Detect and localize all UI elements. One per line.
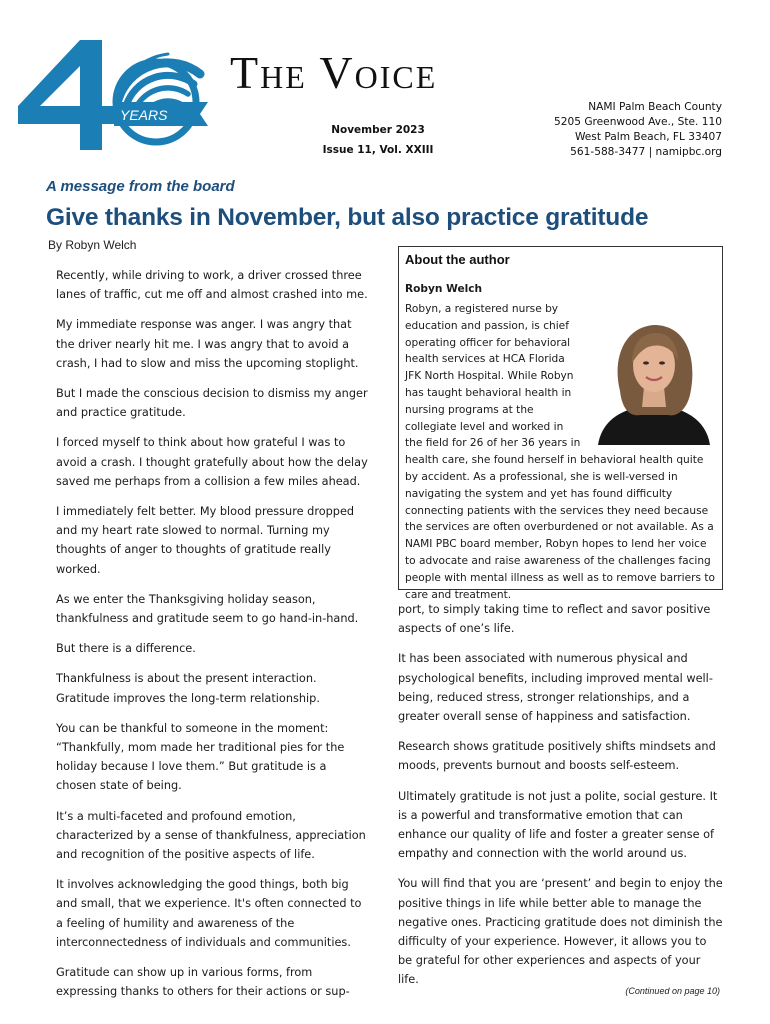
org-contact-block (554, 100, 722, 160)
org-name: NAMI Palm Beach County (588, 101, 722, 113)
section-label: A message from the board (46, 178, 235, 195)
issue-number: Issue 11, Vol. XXIII (322, 144, 434, 156)
paragraph: I forced myself to think about how grateful I was to avoid a crash. I thought gratefully about how the delay saved me perhaps from a collision a few miles ahead. (56, 436, 368, 488)
author-box-heading: About the author (405, 252, 510, 267)
nami-40-years-logo (18, 40, 218, 158)
paragraph: Gratitude can show up in various forms, from expressing thanks to others for their actions or sup- (56, 966, 350, 999)
about-the-author-box (398, 246, 723, 601)
article-headline: Give thanks in November, but also practice gratitude (46, 204, 649, 231)
continued-note: (Continued on page 10) (625, 986, 720, 996)
article-left-column (56, 266, 368, 1013)
paragraph: But I made the conscious decision to dismiss my anger and practice gratitude. (56, 387, 368, 420)
paragraph: You will find that you are ‘present’ and begin to enjoy the positive things in life while better able to manage the negative ones. Practicing gratitude does not diminish the difficulty of your experience. However, it allows you to be grateful for other experiences and aspects of your life. (398, 877, 723, 987)
author-bio: Robyn, a registered nurse by education and passion, is chief operating officer for behavioral health services at HCA Florida JFK North Hospital. While Robyn has taught behavioral health in nursing programs at the collegiate level and worked in the field for 26 of her 36 years in health care, she found herself in behavioral health quite by accident. As a professional, she is well-versed in navigating the system and yet has found difficulty connecting patients with the services they need because the services are often overburdened or not available. As a NAMI PBC board member, Robyn hopes to lend her voice to advocate and raise awareness of the challenges facing people with mental illness as well as to remove barriers to care and treatment. (405, 303, 715, 601)
paragraph: You can be thankful to someone in the moment: “Thankfully, mom made her traditional pies for the holiday because I love them.” But gratitude is a chosen state of being. (56, 721, 345, 793)
paragraph: As we enter the Thanksgiving holiday season, thankfulness and gratitude seem to go hand-in-hand. (56, 592, 359, 626)
org-address: 5205 Greenwood Ave., Ste. 110 (554, 116, 722, 128)
paragraph: port, to simply taking time to reflect and savor positive aspects of one’s life. (398, 603, 711, 636)
author-photo (590, 307, 718, 445)
org-contact: 561-588-3477 | namipbc.org (570, 146, 722, 158)
paragraph: I immediately felt better. My blood pressure dropped and my heart rate slowed to normal. Turning my thoughts of anger to thoughts of gratitude really worked. (56, 505, 355, 576)
paragraph: It has been associated with numerous physical and psychological benefits, including improved mental well-being, reduced stress, stronger relationships, and a greater overall sense of happiness and satisfaction. (398, 652, 713, 724)
paragraph: Research shows gratitude positively shifts mindsets and moods, prevents burnout and boosts self-esteem. (398, 740, 716, 773)
article-byline: By Robyn Welch (48, 238, 137, 252)
logo-years-text: YEARS (120, 107, 168, 123)
author-name: Robyn Welch (405, 283, 483, 295)
paragraph: It involves acknowledging the good things, both big and small, that we experience. It's often connected to a feeling of humility and awareness of the interconnectedness of individuals and communities. (56, 878, 362, 949)
issue-info (300, 120, 456, 160)
paragraph: Recently, while driving to work, a driver crossed three lanes of traffic, cut me off and almost crashed into me. (56, 269, 368, 302)
paragraph: Ultimately gratitude is not just a polite, social gesture. It is a powerful and transformative emotion that can enhance our quality of life and foster a greater sense of empathy and connection with the world around us. (398, 789, 718, 861)
paragraph: My immediate response was anger. I was angry that the driver nearly hit me. I was angry that to avoid a crash, I had to slow and miss the upcoming stoplight. (56, 318, 359, 370)
paragraph: It’s a multi-faceted and profound emotion, characterized by a sense of thankfulness, appreciation and recognition of the positive aspects of life. (56, 809, 366, 862)
paragraph: Thankfulness is about the present interaction. Gratitude improves the long-term relationship. (56, 672, 320, 705)
issue-date: November 2023 (331, 124, 425, 136)
article-right-column (398, 600, 724, 1001)
paragraph: But there is a difference. (56, 642, 196, 656)
newsletter-title: The Voice (230, 47, 438, 98)
org-city: West Palm Beach, FL 33407 (574, 131, 722, 143)
